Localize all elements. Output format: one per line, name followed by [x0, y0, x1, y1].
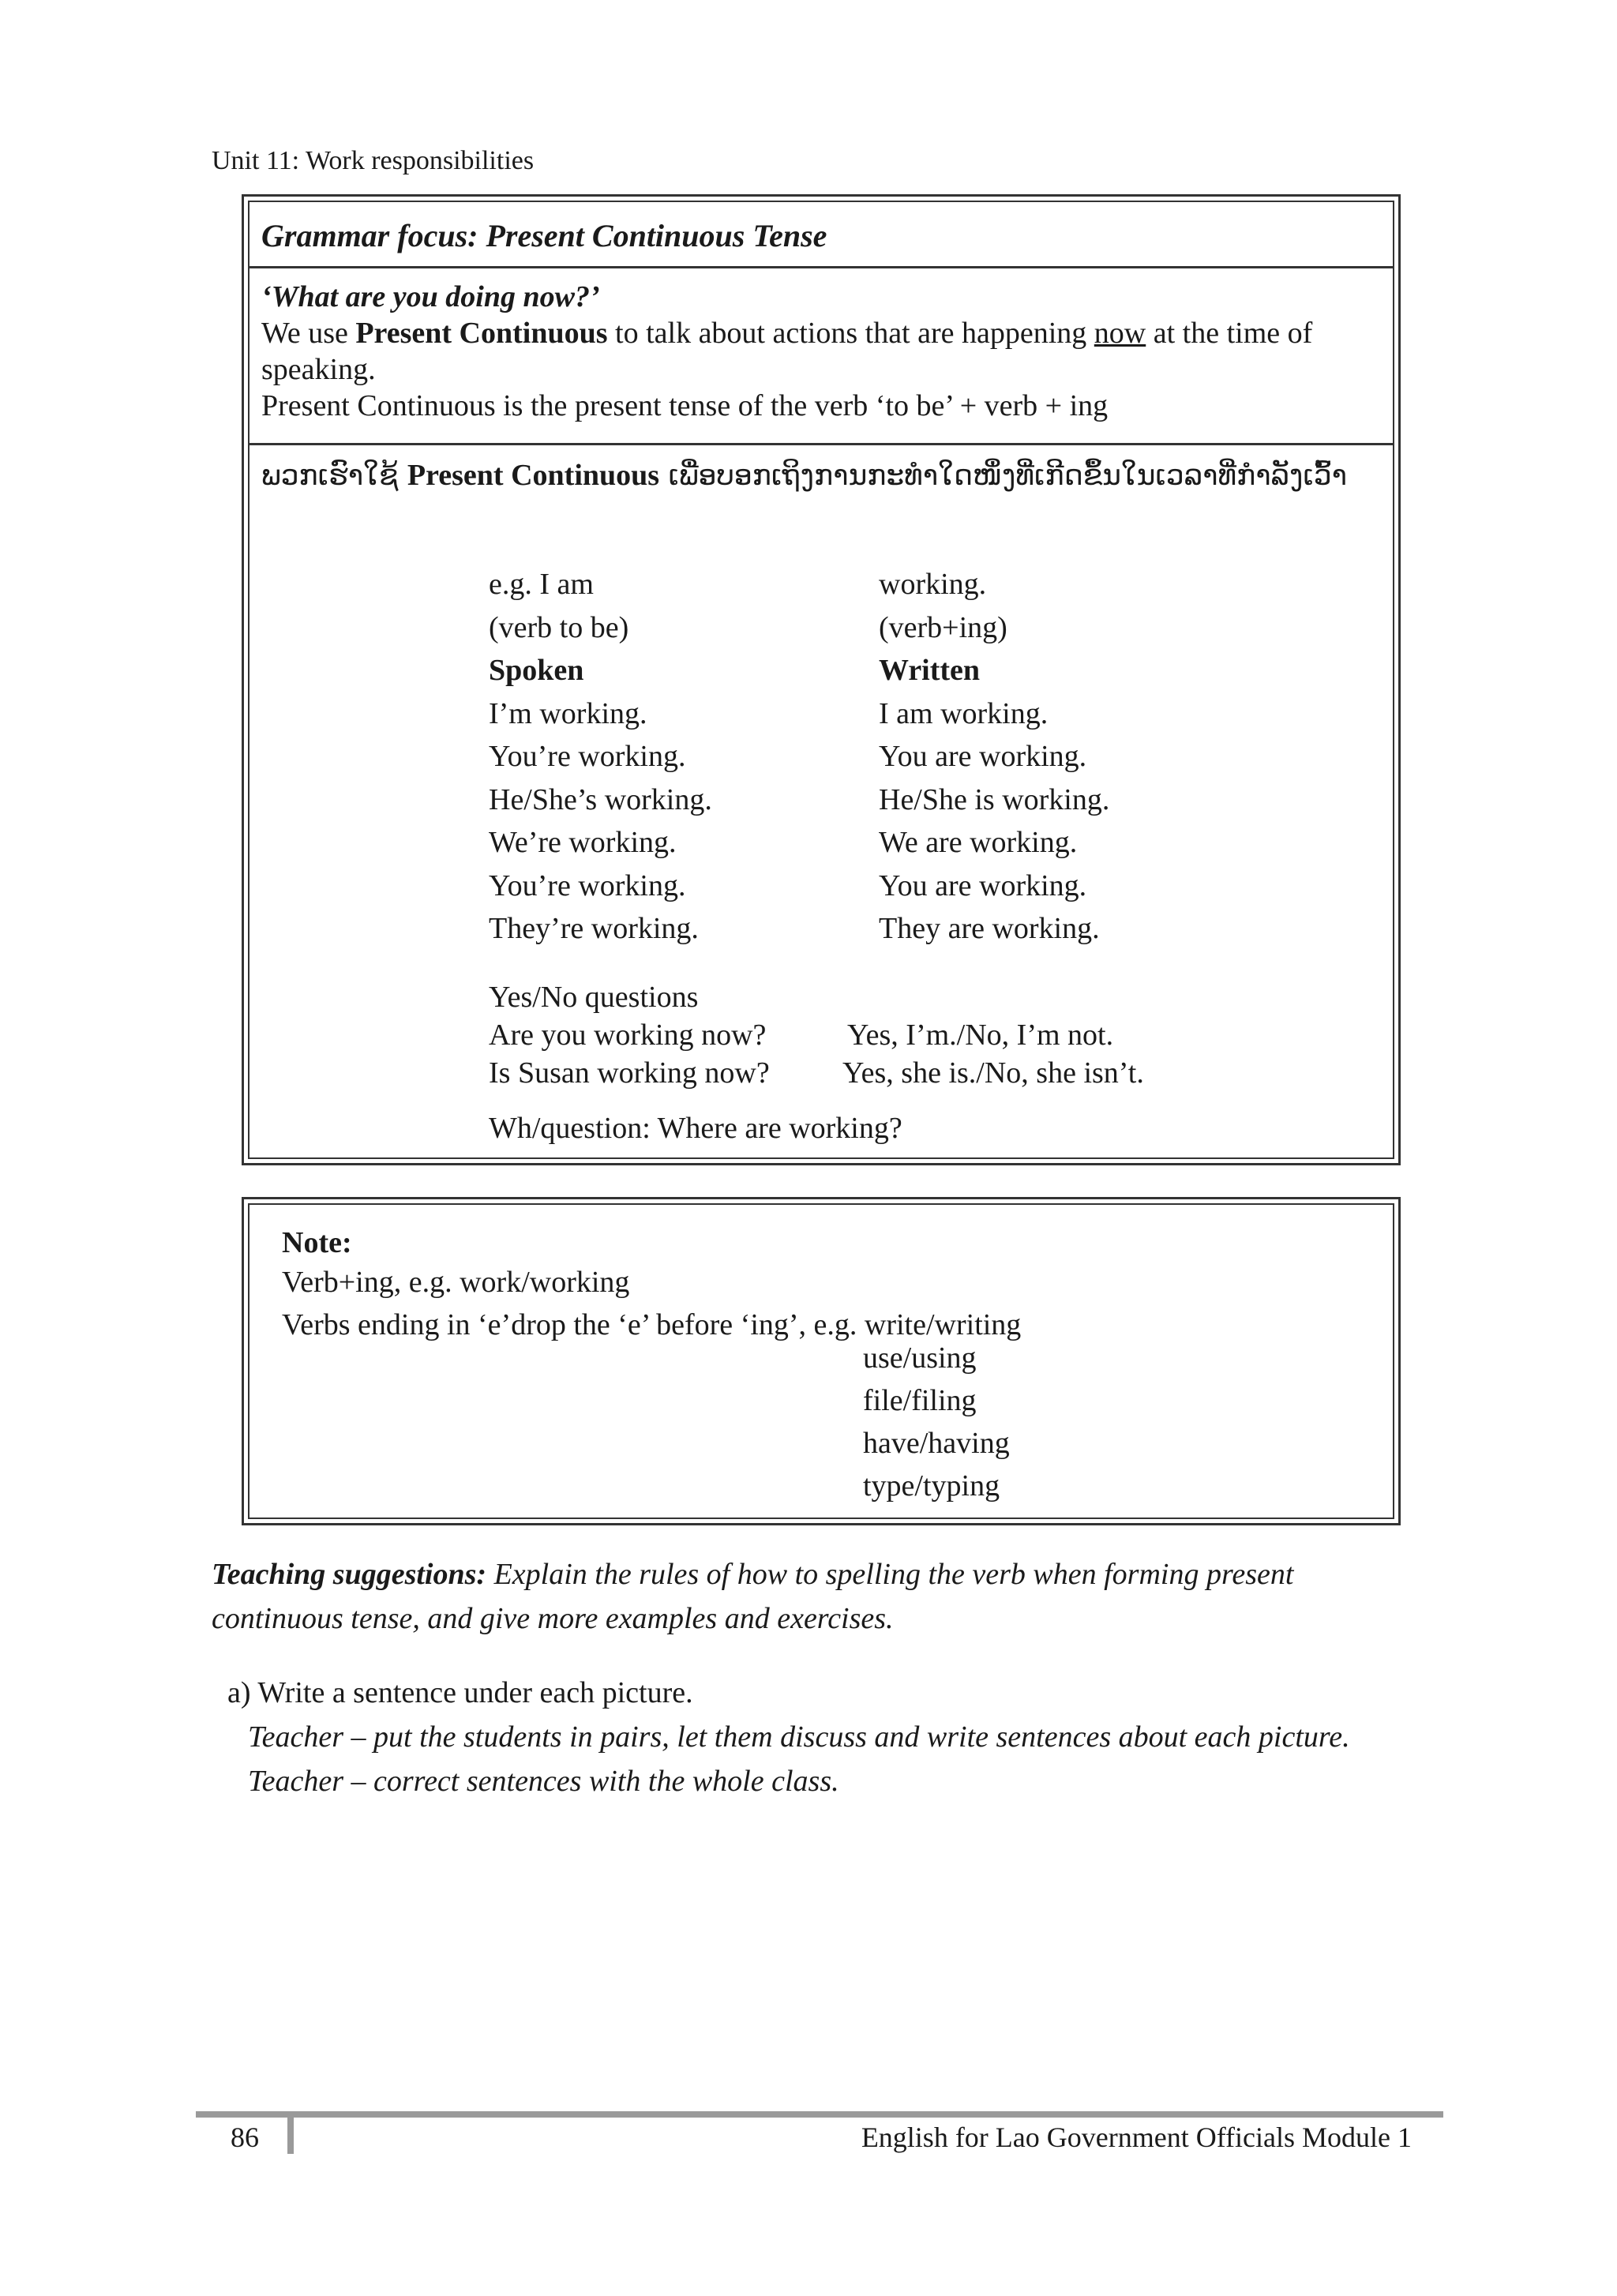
note-example: type/typing — [863, 1469, 1000, 1503]
grammar-explanation: We use Present Continuous to talk about actions that are happening now at the time of speaking. — [261, 317, 1313, 386]
written-item: (verb+ing) — [879, 610, 1007, 644]
spoken-item: I’m working. — [489, 696, 647, 730]
yes-no-title: Yes/No questions — [489, 981, 699, 1014]
spoken-item: (verb to be) — [489, 610, 629, 644]
written-item: I am working. — [879, 696, 1049, 730]
footer-separator — [287, 2118, 294, 2154]
spoken-item: You’re working. — [489, 740, 686, 773]
yes-no-row: Is Susan working now? Yes, she is./No, she isn’t. — [489, 1056, 1144, 1090]
yes-no-questions — [489, 978, 1144, 1092]
written-item: You are working. — [879, 740, 1087, 773]
spoken-item: You’re working. — [489, 869, 686, 902]
lao-explanation: ພວກເຮົາໃຊ້ Present Continuous ເພື່ອບອກເຖິງການກະທຳໃດໜຶ່ງທີ່ເກີດຂຶ້ນໃນເວລາທີ່ກຳລັງເວົ້າ — [261, 459, 1348, 492]
grammar-intro — [261, 279, 1383, 424]
spoken-item: We’re working. — [489, 826, 677, 859]
written-item: You are working. — [879, 869, 1087, 902]
page-number: 86 — [231, 2122, 259, 2153]
teaching-suggestions: Teaching suggestions: Explain the rules of how to spelling the verb when forming present continuous tense, and give more examples and exercises. — [212, 1558, 1294, 1635]
spoken-heading: Spoken — [489, 654, 584, 687]
written-item: We are working. — [879, 826, 1078, 859]
exercise-instruction: a) Write a sentence under each picture. — [227, 1676, 693, 1709]
footer-title: English for Lao Government Officials Module 1 — [861, 2122, 1412, 2153]
note-example: have/having — [863, 1427, 1010, 1460]
unit-header: Unit 11: Work responsibilities — [212, 146, 535, 175]
exercise-a — [227, 1671, 1412, 1803]
spoken-item: They’re working. — [489, 912, 699, 945]
written-heading: Written — [879, 654, 981, 687]
note-example: use/using — [863, 1341, 977, 1375]
footer-rule — [196, 2111, 1443, 2118]
yes-no-row: Are you working now? Yes, I’m./No, I’m not. — [489, 1019, 1114, 1052]
grammar-rule: Present Continuous is the present tense of the verb ‘to be’ + verb + ing — [261, 389, 1109, 422]
wh-question: Wh/question: Where are working? — [489, 1112, 902, 1145]
note-example: file/filing — [863, 1384, 977, 1417]
grammar-focus-box — [242, 194, 1401, 1165]
note-title: Note: — [282, 1226, 352, 1259]
note-line: Verbs ending in ‘e’drop the ‘e’ before ‘ing’, e.g. write/writing — [282, 1308, 1022, 1341]
spoken-column — [489, 563, 712, 951]
written-item: They are working. — [879, 912, 1100, 945]
spoken-item: He/She’s working. — [489, 782, 712, 816]
written-item: working. — [879, 568, 987, 601]
teacher-note: Teacher – put the students in pairs, let them discuss and write sentences about each picture. — [248, 1720, 1350, 1754]
divider — [248, 443, 1394, 445]
teacher-note: Teacher – correct sentences with the whole class. — [248, 1765, 839, 1798]
grammar-title: Grammar focus: Present Continuous Tense — [261, 218, 827, 253]
note-example-list — [863, 1337, 1010, 1507]
spoken-item: e.g. I am — [489, 568, 594, 601]
divider — [248, 266, 1394, 268]
written-column — [879, 563, 1109, 951]
note-box — [242, 1197, 1401, 1525]
written-item: He/She is working. — [879, 782, 1110, 816]
note-line: Verb+ing, e.g. work/working — [282, 1266, 630, 1299]
grammar-question: ‘What are you doing now?’ — [261, 280, 600, 313]
